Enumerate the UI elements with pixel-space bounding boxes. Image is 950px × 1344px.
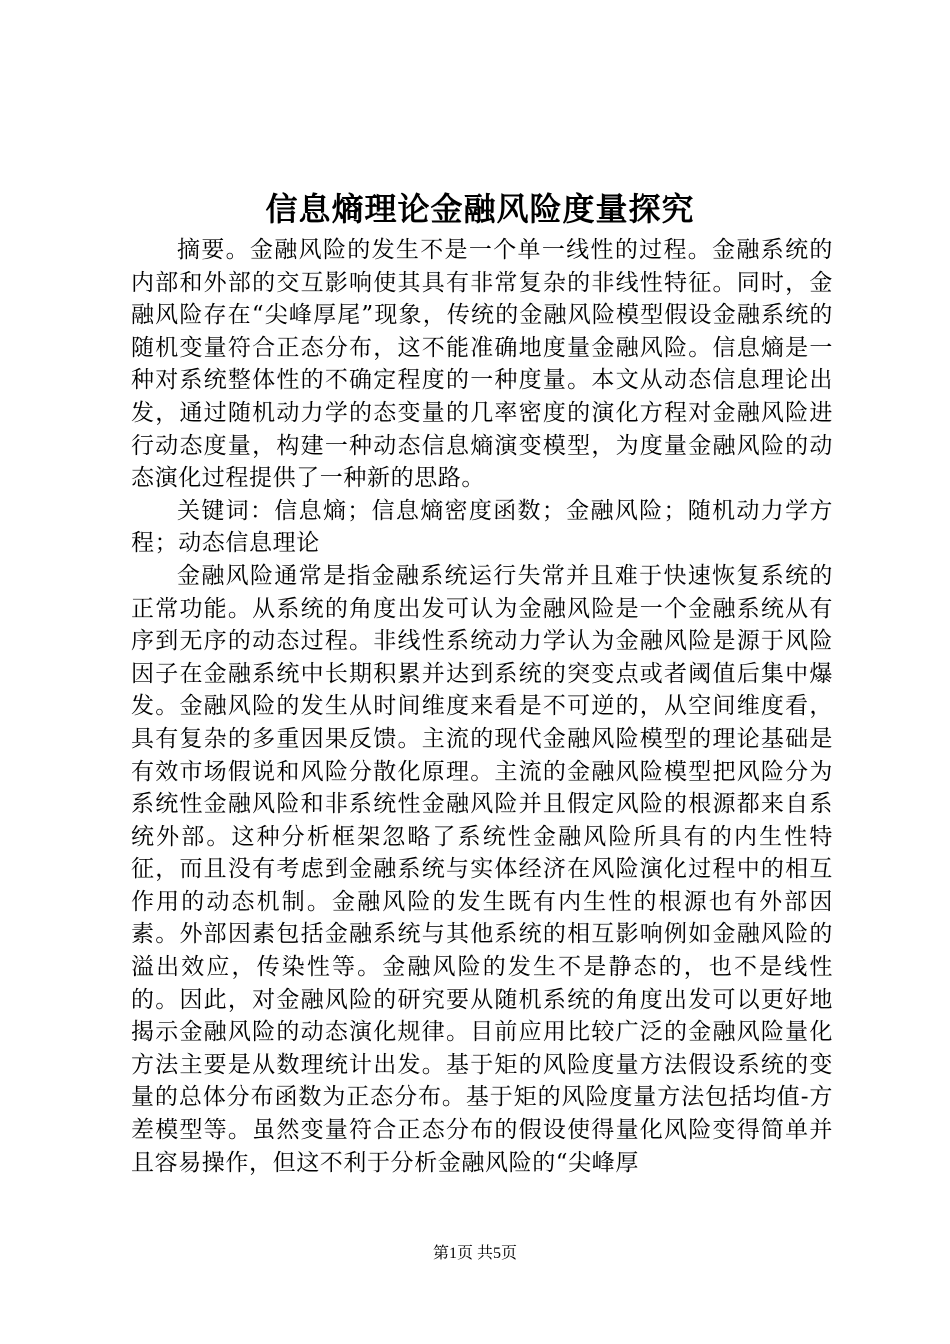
document-body xyxy=(131,234,833,1179)
abstract-paragraph: 摘要。金融风险的发生不是一个单一线性的过程。金融系统的内部和外部的交互影响使其具有非常复杂的非线性特征。同时，金融风险存在“尖峰厚尾”现象，传统的金融风险模型假设金融系统的随机变量符合正态分布，这不能准确地度量金融风险。信息熵是一种对系统整体性的不确定程度的一种度量。本文从动态信息理论出发，通过随机动力学的态变量的几率密度的演化方程对金融风险进行动态度量，构建一种动态信息熵演变模型，为度量金融风险的动态演化过程提供了一种新的思路。 xyxy=(131,237,833,492)
page-footer: 第1页 共5页 xyxy=(432,1245,517,1262)
document-title: 信息熵理论金融风险度量探究 xyxy=(265,190,695,228)
keywords-paragraph: 关键词：信息熵；信息熵密度函数；金融风险；随机动力学方程；动态信息理论 xyxy=(131,497,833,557)
body-paragraph: 金融风险通常是指金融系统运行失常并且难于快速恢复系统的正常功能。从系统的角度出发可认为金融风险是一个金融系统从有序到无序的动态过程。非线性系统动力学认为金融风险是源于风险因子在金融系统中长期积累并达到系统的突变点或者阈值后集中爆发。金融风险的发生从时间维度来看是不可逆的，从空间维度看，具有复杂的多重因果反馈。主流的现代金融风险模型的理论基础是有效市场假说和风险分散化原理。主流的金融风险模型把风险分为系统性金融风险和非系统性金融风险并且假定风险的根源都来自系统外部。这种分析框架忽略了系统性金融风险所具有的内生性特征，而且没有考虑到金融系统与实体经济在风险演化过程中的相互作用的动态机制。金融风险的发生既有内生性的根源也有外部因素。外部因素包括金融系统与其他系统的相互影响例如金融风险的溢出效应，传染性等。金融风险的发生不是静态的，也不是线性的。因此，对金融风险的研究要从随机系统的角度出发可以更好地揭示金融风险的动态演化规律。目前应用比较广泛的金融风险量化方法主要是从数理统计出发。基于矩的风险度量方法假设系统的变量的总体分布函数为正态分布。基于矩的风险度量方法包括均值-方差模型等。虽然变量符合正态分布的假设使得量化风险变得简单并且容易操作，但这不利于分析金融风险的“尖峰厚 xyxy=(131,562,833,1176)
